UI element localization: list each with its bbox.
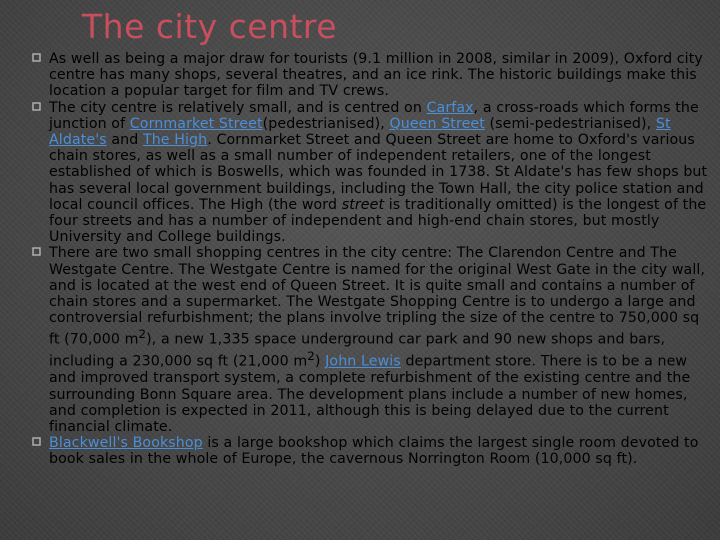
- paragraph-text: ), a new 1,335 space underground car park and 90 new shops and bars, including a 230,000 sq ft (21,000 m: [49, 332, 666, 371]
- link-queen-street[interactable]: Queen Street: [389, 115, 485, 132]
- paragraph-text: department store. There is to be a new and improved transport system, a complete refurbishment of the existing centre and the surrounding Bonn Square area. The development plans include a number of new homes, and completion is expected in 2011, although this is being delayed due to the current financial climate.: [49, 354, 691, 435]
- link-blackwells-bookshop[interactable]: Blackwell's Bookshop: [49, 435, 203, 452]
- superscript: 2: [307, 349, 315, 364]
- paragraph-text: There are two small shopping centres in the city centre: The Clarendon Centre and The Westgate Centre. The Westgate Centre is named for the original West Gate in the city wall, and is located at the west end of Queen Street. It is quite small and contains a number of chain stores and a supermarket. The Westgate Shopping Centre is to undergo a large and controversial refurbishment; the plans involve tripling the size of the centre to 750,000 sq ft (70,000 m: [49, 245, 706, 349]
- paragraph-text: The city centre is relatively small, and is centred on: [49, 99, 427, 116]
- hollow-square-bullet-icon: [32, 437, 41, 446]
- link-john-lewis[interactable]: John Lewis: [325, 354, 401, 371]
- paragraph-text: is a large bookshop which claims the largest single room devoted to book sales in the whole of Europe, the cavernous Norrington Room (10,000 sq ft).: [49, 435, 699, 468]
- slide-title: The city centre: [82, 7, 338, 46]
- emphasis-street: street: [341, 196, 385, 213]
- link-st-aldates[interactable]: St Aldate's: [49, 115, 671, 149]
- paragraph-text: . Cornmarket Street and Queen Street are home to Oxford's various chain stores, as well as a small number of independent retailers, one of the longest established of which is Boswells, which was founded in 1738. St Aldate's has few shops but has several local government buildings, including the Town Hall, the city police station and local council offices. The High (the word: [49, 132, 708, 213]
- paragraph-tourism: [32, 51, 708, 100]
- paragraph-shopping-centres: [32, 245, 708, 435]
- link-cornmarket-street[interactable]: Cornmarket Street: [129, 115, 263, 132]
- superscript: 2: [138, 327, 147, 342]
- link-carfax[interactable]: Carfax: [426, 99, 474, 116]
- paragraph-streets: [32, 100, 708, 246]
- paragraph-text: As well as being a major draw for tourists (9.1 million in 2008, similar in 2009), Oxford city centre has many shops, several theatres, and an ice rink. The historic buildings make this location a popular target for film and TV crews.: [49, 51, 703, 100]
- paragraph-text: , a cross-roads which forms the junction of: [49, 99, 699, 132]
- link-the-high[interactable]: The High: [142, 132, 208, 149]
- paragraph-bookshop: [32, 435, 708, 467]
- paragraph-text: (pedestrianised),: [262, 115, 390, 132]
- paragraph-text: (semi-pedestrianised),: [484, 115, 656, 132]
- hollow-square-bullet-icon: [32, 102, 41, 111]
- paragraph-text: is traditionally omitted) is the longest of the four streets and has a number of independent and high-end chain stores, but mostly University and College buildings.: [49, 196, 707, 246]
- paragraph-text: ): [314, 354, 326, 371]
- hollow-square-bullet-icon: [32, 53, 41, 62]
- paragraph-text: and: [106, 132, 143, 149]
- slide-content: [32, 51, 708, 468]
- hollow-square-bullet-icon: [32, 247, 41, 256]
